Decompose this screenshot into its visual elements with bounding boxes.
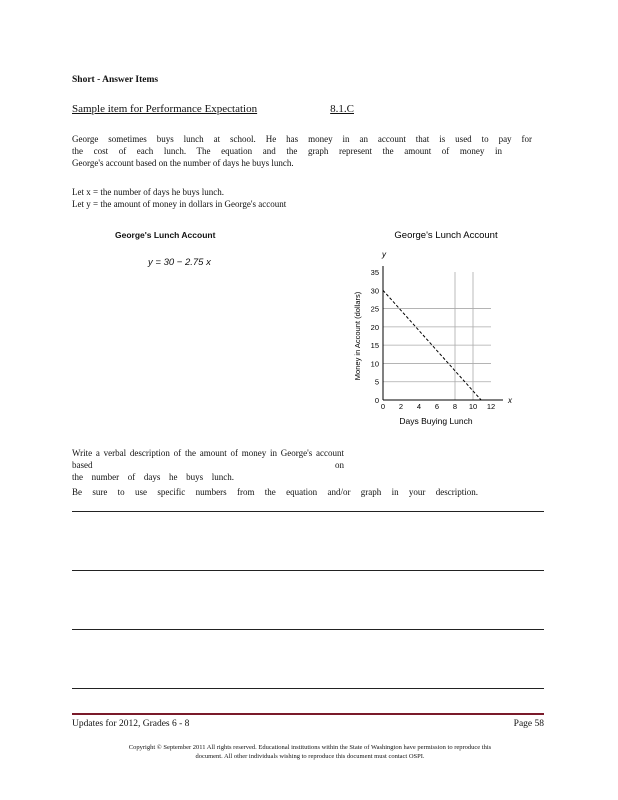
x-tick-label-2: 2 — [398, 402, 404, 411]
x-tick-label-12: 12 — [486, 402, 496, 411]
x-tick-label-6: 6 — [434, 402, 440, 411]
x-tick-label-4: 4 — [416, 402, 422, 411]
lunch-account-graph — [350, 224, 520, 430]
answer-line-2[interactable] — [72, 570, 544, 571]
copyright-line-1: Copyright © September 2011 All rights reserved. Educational institutions within the State of Washington have permission to reproduce this — [128, 744, 492, 751]
intro-line-2: the cost of each lunch. The equation and the graph represent the amount of money in — [72, 146, 502, 156]
answer-line-4[interactable] — [72, 688, 544, 689]
y-tick-label-0: 0 — [374, 396, 379, 405]
x-axis-letter: x — [508, 396, 512, 405]
x-tick-label-8: 8 — [452, 402, 458, 411]
page-number: Page 58 — [513, 719, 544, 729]
sample-item-label: Sample item for Performance Expectation — [72, 103, 258, 115]
x-tick-label-10: 10 — [468, 402, 478, 411]
footer-divider — [72, 713, 544, 715]
prompt-line-2: the number of days he buys lunch. — [72, 472, 234, 482]
definition-x: Let x = the number of days he buys lunch. — [72, 187, 225, 197]
intro-paragraph — [72, 133, 532, 169]
prompt-line-3: Be sure to use specific numbers from the equation and/or graph in your description. — [72, 487, 478, 497]
y-axis-label: Money in Account (dollars) — [353, 291, 362, 381]
question-prompt — [72, 447, 352, 483]
equation: y = 30 − 2.75 x — [148, 257, 211, 268]
graph-title: George's Lunch Account — [394, 230, 498, 241]
y-tick-label-20: 20 — [370, 322, 379, 332]
y-tick-label-5: 5 — [374, 377, 379, 387]
x-axis-label: Days Buying Lunch — [399, 416, 473, 426]
y-tick-label-10: 10 — [370, 359, 379, 369]
y-tick-label-30: 30 — [370, 286, 379, 296]
section-heading: Short - Answer Items — [72, 75, 159, 85]
y-tick-label-35: 35 — [370, 268, 379, 277]
copyright-notice — [80, 743, 540, 761]
answer-line-3[interactable] — [72, 629, 544, 630]
intro-line-1: George sometimes buys lunch at school. He has money in an account that is used to pay for — [72, 134, 532, 144]
prompt-line-1: Write a verbal description of the amount of money in George's account based on — [72, 448, 344, 470]
variable-definitions — [72, 186, 286, 210]
y-tick-label-15: 15 — [370, 341, 379, 351]
equation-title: George's Lunch Account — [115, 230, 216, 240]
sample-item-header — [72, 103, 432, 115]
footer-left: Updates for 2012, Grades 6 - 8 — [72, 719, 190, 729]
x-tick-label-0: 0 — [380, 402, 386, 411]
answer-line-1[interactable] — [72, 511, 544, 512]
intro-line-3: George's account based on the number of days he buys lunch. — [72, 158, 294, 168]
sample-item-number: 8.1.C — [330, 103, 354, 115]
copyright-line-2: document. All other individuals wishing to reproduce this document must contact OSPI. — [195, 753, 425, 760]
y-axis-letter: y — [382, 250, 386, 259]
definition-y: Let y = the amount of money in dollars in George's account — [72, 199, 287, 209]
y-tick-label-25: 25 — [370, 304, 379, 314]
